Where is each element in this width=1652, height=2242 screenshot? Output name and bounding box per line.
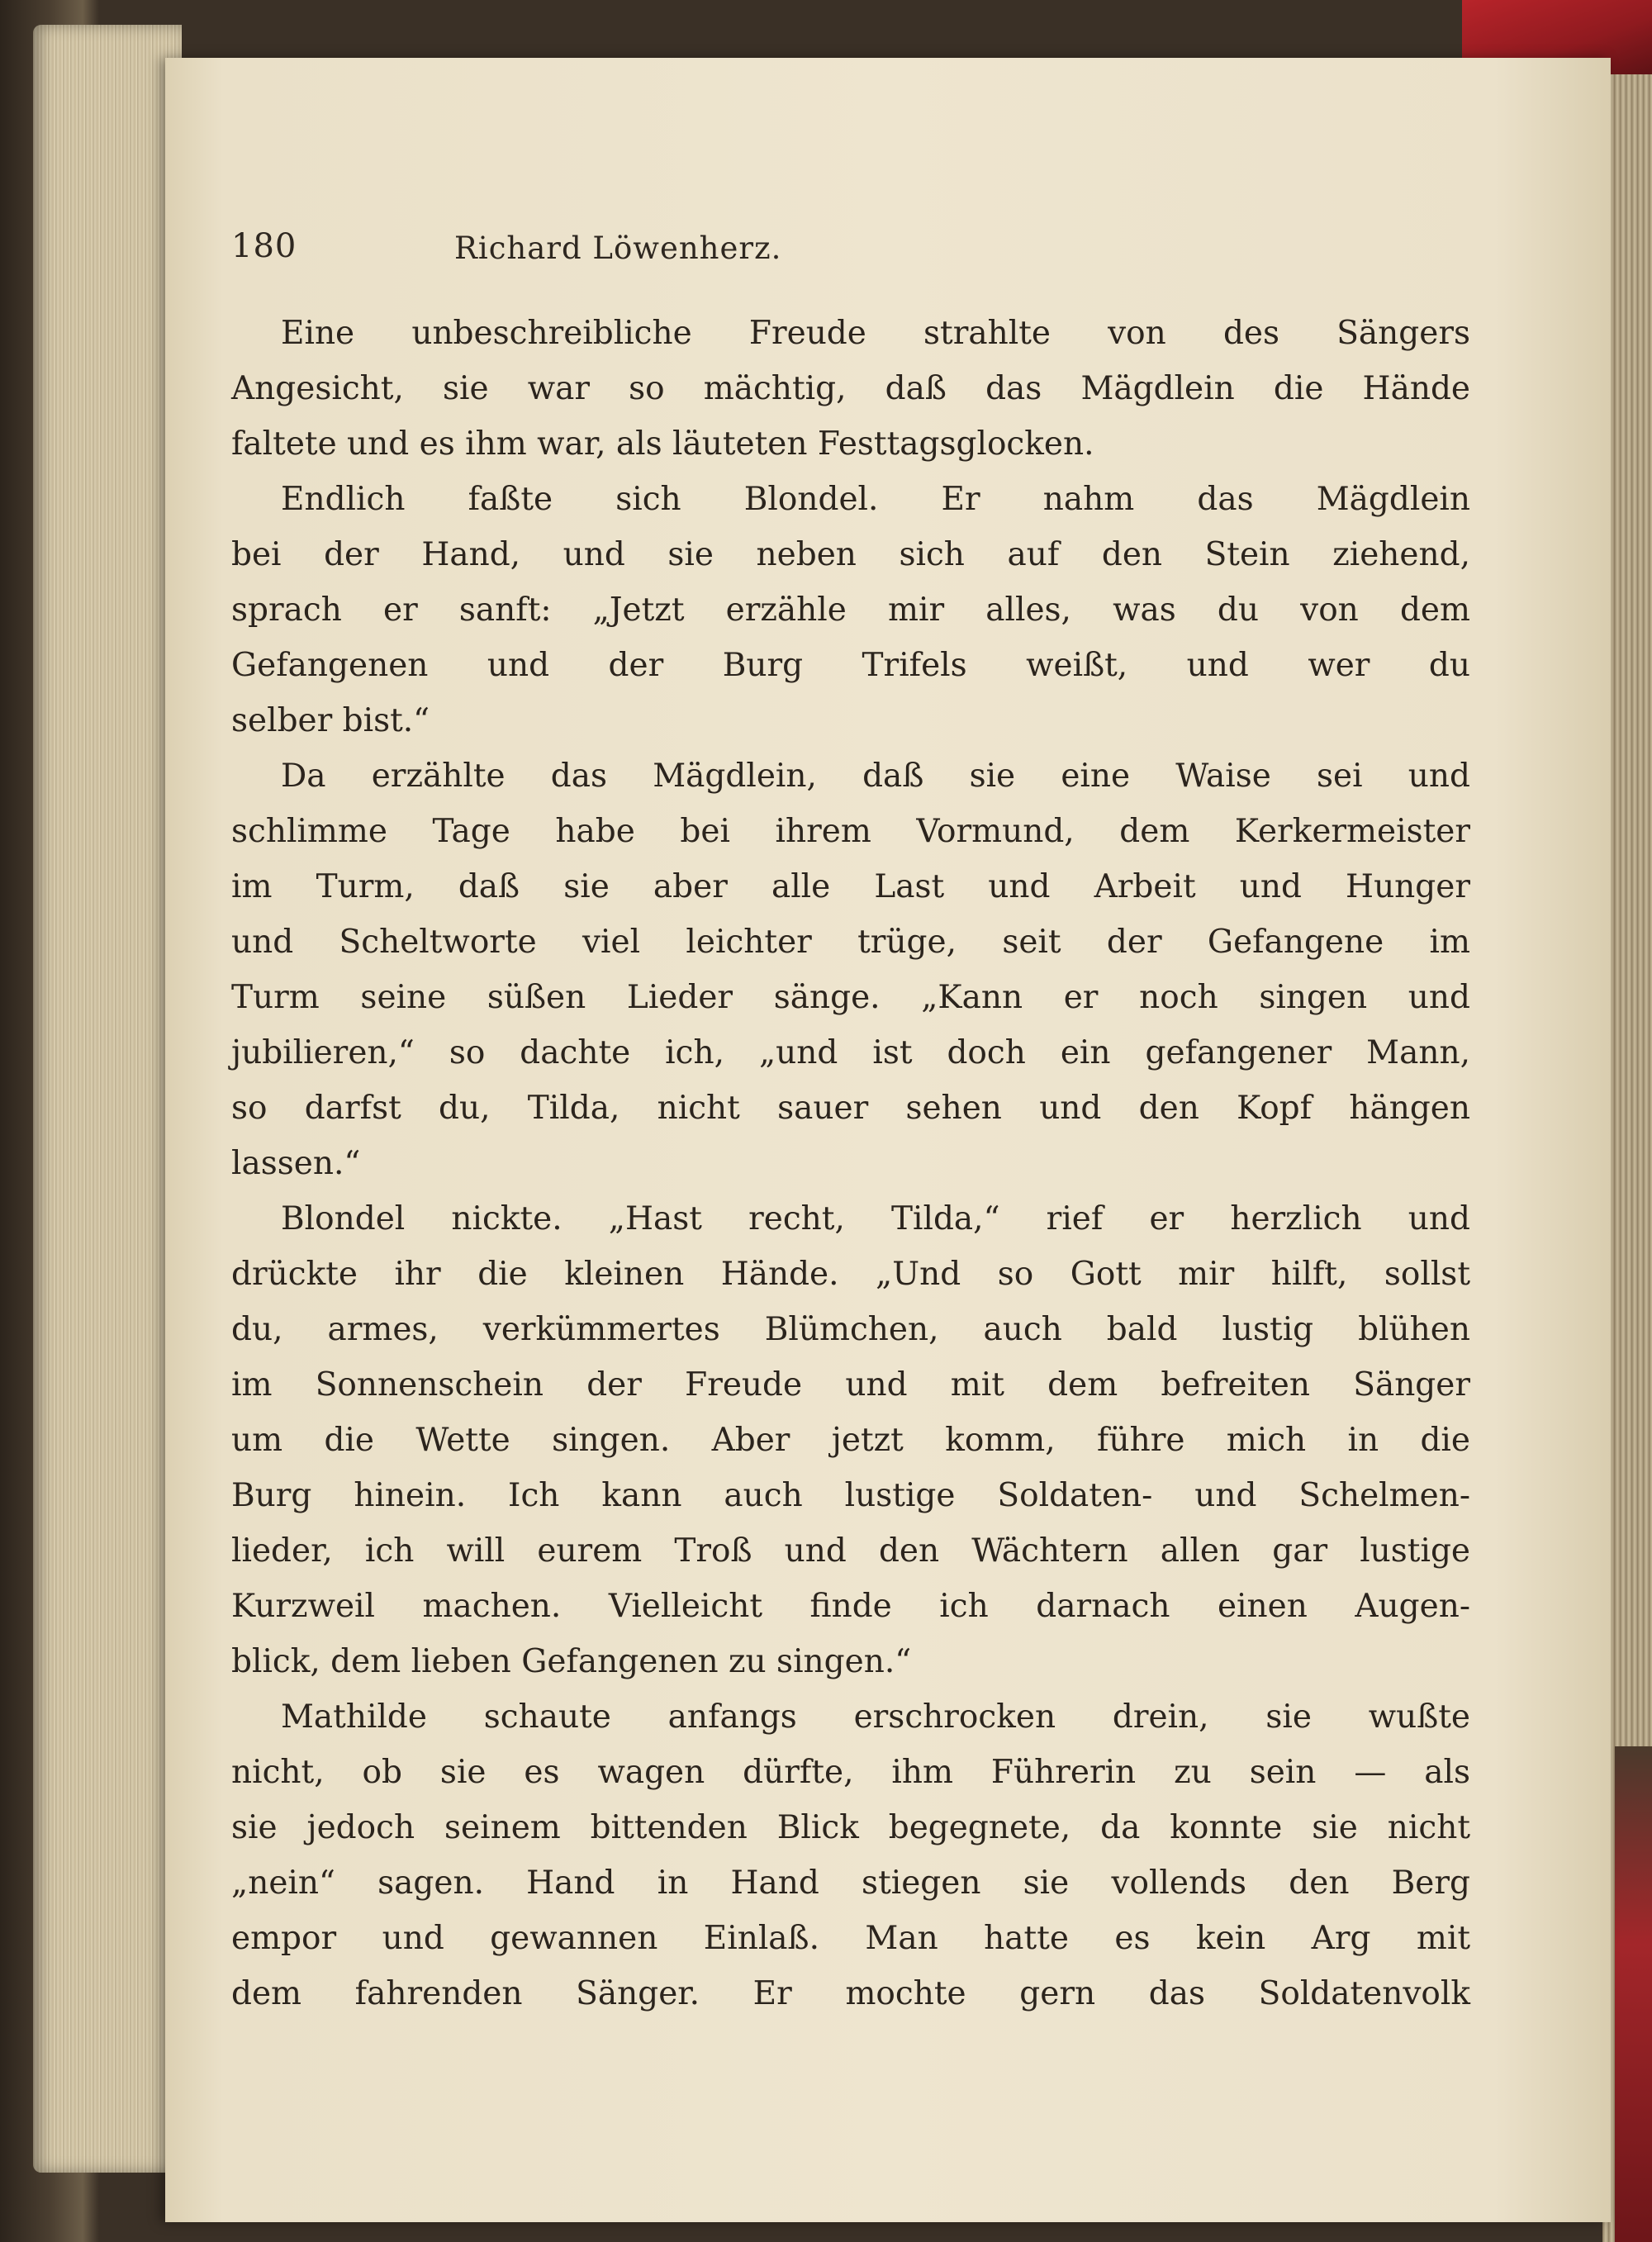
text-line: Burg hinein. Ich kann auch lustige Soldaten- und Schelmen- bbox=[231, 1477, 1470, 1514]
page-number: 180 bbox=[231, 227, 297, 265]
text-line: Turm seine süßen Lieder sänge. „Kann er noch singen und bbox=[231, 979, 1470, 1016]
text-line: lassen.“ bbox=[231, 1145, 361, 1182]
text-line: bei der Hand, und sie neben sich auf den Stein ziehend, bbox=[231, 536, 1470, 573]
text-line: Angesicht, sie war so mächtig, daß das Mägdlein die Hände bbox=[231, 370, 1470, 407]
text-line: sprach er sanft: „Jetzt erzähle mir alles, was du von dem bbox=[231, 591, 1470, 629]
text-line: im Sonnenschein der Freude und mit dem befreiten Sänger bbox=[231, 1366, 1470, 1404]
text-line: selber bist.“ bbox=[231, 702, 430, 739]
page-edge-stack bbox=[33, 25, 182, 2173]
text-line: „nein“ sagen. Hand in Hand stiegen sie vollends den Berg bbox=[231, 1864, 1470, 1902]
text-line: schlimme Tage habe bei ihrem Vormund, dem Kerkermeister bbox=[231, 813, 1470, 850]
page-header bbox=[231, 227, 1123, 277]
text-line: du, armes, verkümmertes Blümchen, auch bald lustig blühen bbox=[231, 1311, 1470, 1348]
text-line: drückte ihr die kleinen Hände. „Und so Gott mir hilft, sollst bbox=[231, 1256, 1470, 1293]
text-line: empor und gewannen Einlaß. Man hatte es kein Arg mit bbox=[231, 1920, 1470, 1957]
text-line: Da erzählte das Mägdlein, daß sie eine Waise sei und bbox=[281, 758, 1470, 795]
text-line: Eine unbeschreibliche Freude strahlte von des Sängers bbox=[281, 315, 1470, 352]
text-line: faltete und es ihm war, als läuteten Festtagsglocken. bbox=[231, 425, 1094, 463]
red-cover-corner-bottom bbox=[1615, 1746, 1652, 2242]
text-line: im Turm, daß sie aber alle Last und Arbeit und Hunger bbox=[231, 868, 1470, 905]
text-line: dem fahrenden Sänger. Er mochte gern das Soldatenvolk bbox=[231, 1975, 1470, 2012]
text-line: um die Wette singen. Aber jetzt komm, führe mich in die bbox=[231, 1422, 1470, 1459]
text-line: Blondel nickte. „Hast recht, Tilda,“ rief er herzlich und bbox=[281, 1200, 1470, 1237]
text-line: Gefangenen und der Burg Trifels weißt, und wer du bbox=[231, 647, 1470, 684]
text-line: lieder, ich will eurem Troß und den Wächtern allen gar lustige bbox=[231, 1532, 1470, 1570]
running-title: Richard Löwenherz. bbox=[454, 230, 782, 266]
text-line: Kurzweil machen. Vielleicht finde ich darnach einen Augen- bbox=[231, 1588, 1470, 1625]
text-line: und Scheltworte viel leichter trüge, seit der Gefangene im bbox=[231, 924, 1470, 961]
text-line: nicht, ob sie es wagen dürfte, ihm Führerin zu sein — als bbox=[231, 1754, 1470, 1791]
text-line: Mathilde schaute anfangs erschrocken drein, sie wußte bbox=[281, 1698, 1470, 1736]
text-line: sie jedoch seinem bittenden Blick begegnete, da konnte sie nicht bbox=[231, 1809, 1470, 1846]
text-line: blick, dem lieben Gefangenen zu singen.“ bbox=[231, 1643, 912, 1680]
text-line: Endlich faßte sich Blondel. Er nahm das Mägdlein bbox=[281, 481, 1470, 518]
body-text bbox=[231, 306, 1470, 2021]
text-line: so darfst du, Tilda, nicht sauer sehen und den Kopf hängen bbox=[231, 1090, 1470, 1127]
text-line: jubilieren,“ so dachte ich, „und ist doch ein gefangener Mann, bbox=[231, 1034, 1470, 1071]
